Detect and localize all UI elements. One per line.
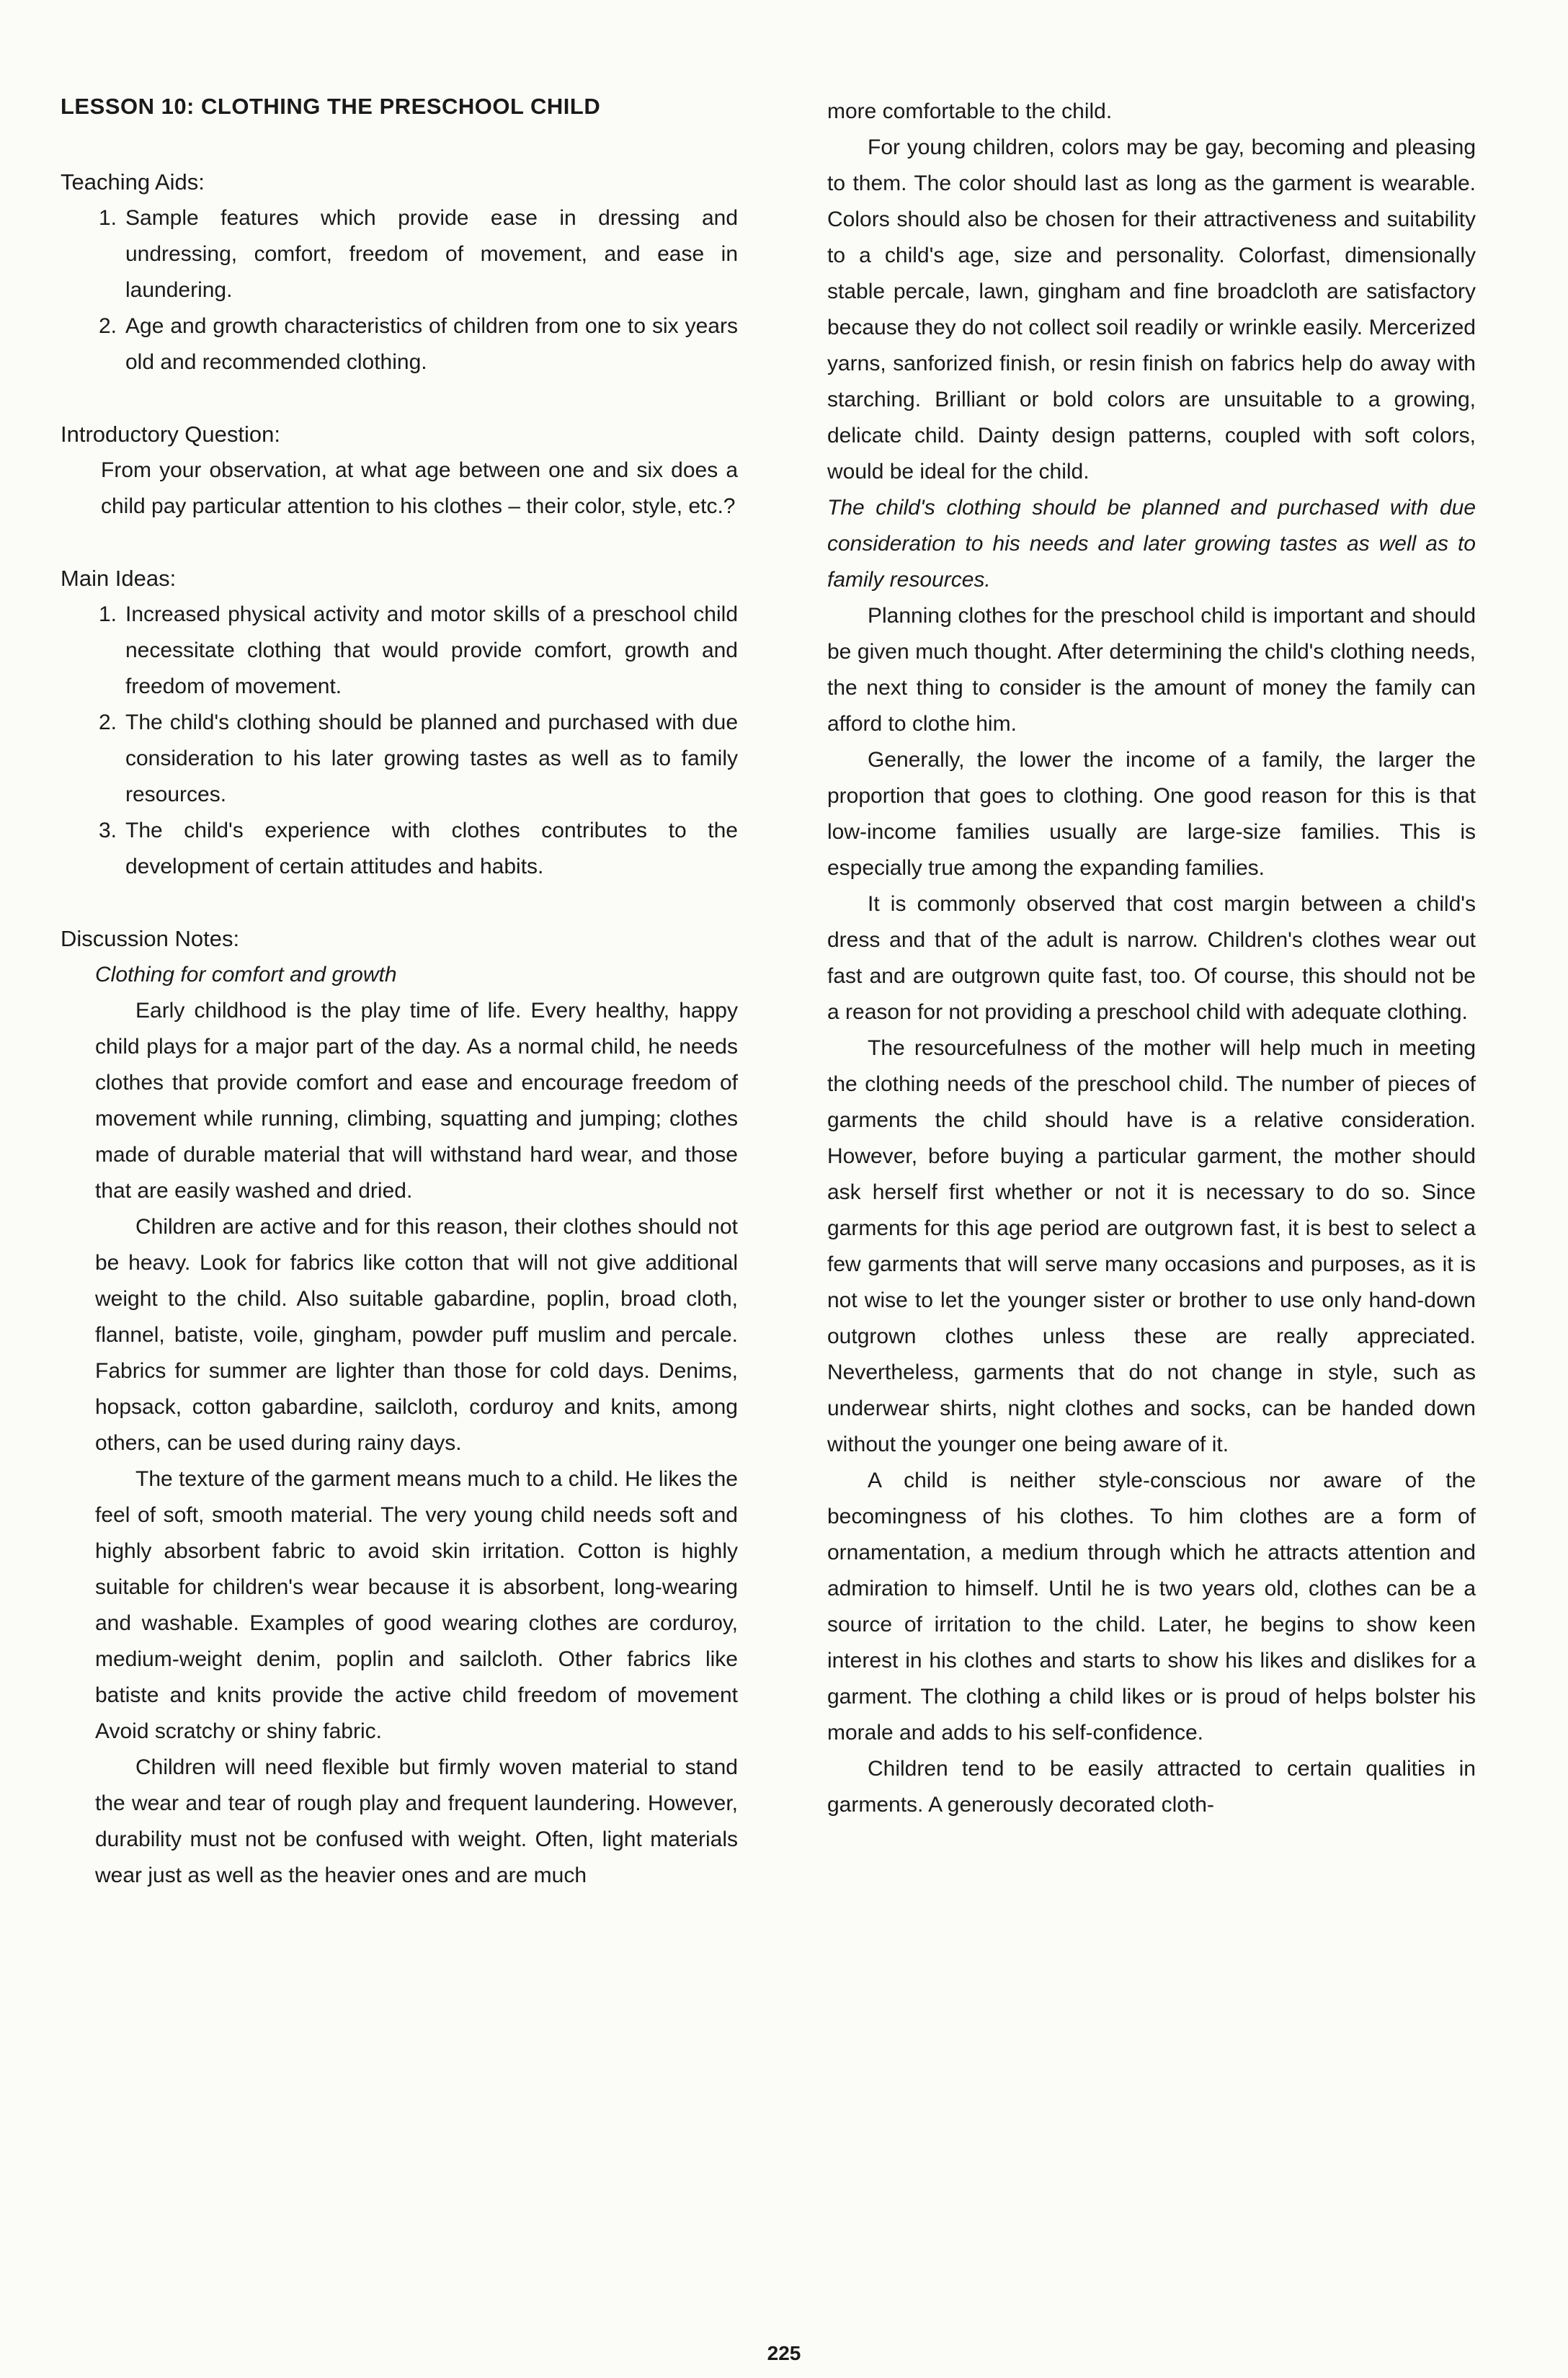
list-number: 2. xyxy=(98,314,117,338)
teaching-aid-item xyxy=(78,200,738,308)
list-number: 1. xyxy=(98,206,117,230)
paragraph: Planning clothes for the preschool child is important and should be given much thought. After determining the child's clothing needs, the next thing to consider is the amount of money the family can afford to clothe him. xyxy=(827,604,1476,736)
list-text: The child's experience with clothes contributes to the development of certain attitudes and habits. xyxy=(125,819,738,878)
list-text: Age and growth characteristics of children from one to six years old and recommended clothing. xyxy=(125,314,738,374)
list-number: 2. xyxy=(98,711,117,734)
teaching-aids-section xyxy=(61,164,738,380)
paragraph: Children are active and for this reason, their clothes should not be heavy. Look for fabrics like cotton that will not give additional weight to the child. Also suitable gabardine, poplin, broad cloth, flannel, batiste, voile, gingham, powder puff muslim and percale. Fabrics for summer are lighter than those for cold days. Denims, hopsack, cotton gabardine, sailcloth, corduroy and knits, among others, can be used during rainy days. xyxy=(95,1215,738,1455)
paragraph: It is commonly observed that cost margin between a child's dress and that of the adult is narrow. Children's clothes wear out fast and are outgrown quite fast, too. Of course, this should not be a reason for not providing a preschool child with adequate clothing. xyxy=(827,892,1476,1024)
left-column xyxy=(61,94,738,1894)
teaching-aids-heading: Teaching Aids: xyxy=(61,169,205,195)
discussion-subheading: The child's clothing should be planned and purchased with due consideration to his needs and later growing tastes as well as to family resources. xyxy=(827,496,1476,592)
main-ideas-heading: Main Ideas: xyxy=(61,566,177,591)
main-idea-item xyxy=(78,705,738,813)
discussion-subheading: Clothing for comfort and growth xyxy=(95,963,397,987)
discussion-notes-section xyxy=(61,921,738,1894)
list-text: The child's clothing should be planned and purchased with due consideration to his later growing tastes as well as to family resources. xyxy=(125,711,738,806)
paragraph: A child is neither style-conscious nor aware of the becomingness of his clothes. To him clothes are a form of ornamentation, a medium through which he attracts attention and admiration to himself. Until he is two years old, clothes can be a source of irritation to the child. Later, he begins to show keen interest in his clothes and starts to show his likes and dislikes for a garment. The clothing a child likes or is proud of helps bolster his morale and adds to his self-confidence. xyxy=(827,1469,1476,1745)
paragraph: The resourcefulness of the mother will help much in meeting the clothing needs of the preschool child. The number of pieces of garments the child should have is a relative consideration. However, before buying a particular garment, the mother should ask herself first whether or not it is necessary to do so. Since garments for this age period are outgrown fast, it is best to select a few garments that will serve many occasions and purposes, as it is not wise to let the younger sister or brother to use only hand-down outgrown clothes unless these are really appreciated. Nevertheless, garments that do not change in style, such as underwear shirts, night clothes and socks, can be handed down without the younger one being aware of it. xyxy=(827,1036,1476,1456)
lesson-title: LESSON 10: CLOTHING THE PRESCHOOL CHILD xyxy=(61,94,601,119)
discussion-notes-heading: Discussion Notes: xyxy=(61,926,240,951)
paragraph: Generally, the lower the income of a family, the larger the proportion that goes to clothing. One good reason for this is that low-income families usually are large-size families. This is especially true among the expanding families. xyxy=(827,748,1476,880)
introductory-question-text: From your observation, at what age between one and six does a child pay particular attention to his clothes – their color, style, etc.? xyxy=(101,458,738,518)
paragraph: Children will need flexible but firmly woven material to stand the wear and tear of rough play and frequent laundering. However, durability must not be confused with weight. Often, light materials wear just as well as the heavier ones and are much xyxy=(95,1755,738,1887)
introductory-question-heading: Introductory Question: xyxy=(61,422,280,447)
teaching-aid-item xyxy=(78,308,738,380)
main-idea-item xyxy=(78,597,738,705)
list-number: 1. xyxy=(98,602,117,626)
introductory-question-section xyxy=(61,417,738,525)
paragraph: The texture of the garment means much to a child. He likes the feel of soft, smooth material. The very young child needs soft and highly absorbent fabric to avoid skin irritation. Cotton is highly suitable for children's wear because it is absorbent, long-wearing and washable. Examples of good wearing clothes are corduroy, medium-weight denim, poplin and sailcloth. Other fabrics like batiste and knits provide the active child freedom of movement Avoid scratchy or shiny fabric. xyxy=(95,1467,738,1743)
paragraph: For young children, colors may be gay, becoming and pleasing to them. The color should last as long as the garment is wearable. Colors should also be chosen for their attractiveness and suitability to a child's age, size and personality. Colorfast, dimensionally stable percale, lawn, gingham and fine broadcloth are satisfactory because they do not collect soil readily or wrinkle easily. Mercerized yarns, sanforized finish, or resin finish on fabrics help do away with starching. Brilliant or bold colors are unsuitable to a growing, delicate child. Dainty design patterns, coupled with soft colors, would be ideal for the child. xyxy=(827,135,1476,484)
main-ideas-section xyxy=(61,561,738,885)
right-column xyxy=(827,94,1476,1823)
main-idea-item xyxy=(78,813,738,885)
paragraph-continuation: more comfortable to the child. xyxy=(827,99,1113,123)
page-number: 225 xyxy=(767,2342,801,2364)
paragraph: Early childhood is the play time of life. Every healthy, happy child plays for a major part of the day. As a normal child, he needs clothes that provide comfort and ease and encourage freedom of movement while running, climbing, squatting and jumping; clothes made of durable material that will withstand hard wear, and those that are easily washed and dried. xyxy=(95,999,738,1203)
paragraph: Children tend to be easily attracted to certain qualities in garments. A generously decorated cloth- xyxy=(827,1757,1476,1817)
list-text: Sample features which provide ease in dressing and undressing, comfort, freedom of movement, and ease in laundering. xyxy=(125,206,738,302)
list-text: Increased physical activity and motor skills of a preschool child necessitate clothing that would provide comfort, growth and freedom of movement. xyxy=(125,602,738,698)
list-number: 3. xyxy=(98,819,117,842)
